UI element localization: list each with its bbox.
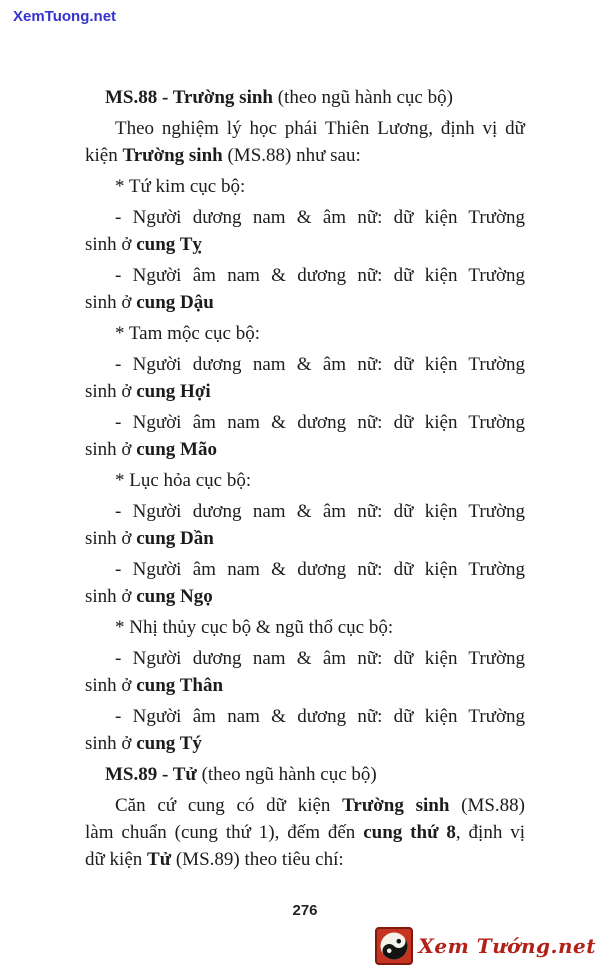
text-block — [85, 556, 525, 610]
text-segment: sinh ở — [85, 381, 137, 402]
text-segment: (MS.88) — [449, 795, 525, 816]
text-line — [85, 231, 525, 258]
text-segment: sinh ở — [85, 234, 137, 255]
text-block — [85, 320, 525, 347]
text-segment: - Người âm nam & dương nữ: dữ kiện Trường — [115, 412, 525, 433]
text-line — [85, 204, 525, 231]
text-block — [85, 467, 525, 494]
text-block — [85, 409, 525, 463]
text-line — [85, 262, 525, 289]
text-line — [85, 819, 525, 846]
text-block — [85, 262, 525, 316]
text-block — [85, 645, 525, 699]
site-link[interactable]: XemTuong.net — [13, 8, 117, 25]
text-segment: MS.89 - Tử — [105, 764, 197, 785]
text-line — [85, 730, 525, 757]
text-segment: sinh ở — [85, 439, 137, 460]
text-segment: cung Hợi — [136, 381, 211, 402]
text-segment: * Nhị thủy cục bộ & ngũ thổ cục bộ: — [115, 617, 394, 638]
text-line — [85, 556, 525, 583]
text-segment: (MS.88) như sau: — [222, 145, 361, 166]
text-line — [85, 583, 525, 610]
text-line — [85, 115, 525, 142]
text-line — [85, 792, 525, 819]
text-line — [85, 378, 525, 405]
text-segment: cung thứ 8 — [363, 822, 456, 843]
text-segment: - Người dương nam & âm nữ: dữ kiện Trường — [115, 501, 525, 522]
text-line — [85, 351, 525, 378]
text-line — [85, 645, 525, 672]
text-line — [85, 467, 525, 494]
text-line — [85, 142, 525, 169]
text-segment: (theo ngũ hành cục bộ) — [272, 87, 453, 108]
text-block — [85, 84, 525, 111]
text-line — [85, 173, 525, 200]
site-logo[interactable] — [375, 927, 596, 965]
text-line — [85, 436, 525, 463]
text-segment: cung Ngọ — [136, 586, 213, 607]
text-block — [85, 351, 525, 405]
text-segment: dữ kiện — [85, 849, 148, 870]
text-segment: - Người dương nam & âm nữ: dữ kiện Trường — [115, 648, 525, 669]
text-line — [85, 614, 525, 641]
text-segment: sinh ở — [85, 292, 137, 313]
text-segment: Theo nghiệm lý học phái Thiên Lương, định vị dữ — [115, 118, 525, 139]
text-segment: * Tam mộc cục bộ: — [115, 323, 261, 344]
text-segment: (theo ngũ hành cục bộ) — [196, 764, 377, 785]
text-segment: Trường sinh — [122, 145, 223, 166]
text-segment: - Người dương nam & âm nữ: dữ kiện Trường — [115, 207, 525, 228]
text-line — [85, 289, 525, 316]
text-block — [85, 614, 525, 641]
text-segment: Tử — [147, 849, 172, 870]
text-segment: sinh ở — [85, 675, 137, 696]
text-block — [85, 703, 525, 757]
heading-line — [85, 84, 525, 111]
text-segment: , định vị — [455, 822, 525, 843]
text-segment: * Tứ kim cục bộ: — [115, 176, 246, 197]
text-segment: kiện — [85, 145, 123, 166]
page-content — [85, 84, 525, 877]
text-block — [85, 173, 525, 200]
text-segment: cung Dậu — [136, 292, 214, 313]
text-block — [85, 498, 525, 552]
text-segment: làm chuẩn (cung thứ 1), đếm đến — [85, 822, 364, 843]
text-line — [85, 320, 525, 347]
text-line — [85, 672, 525, 699]
page-number: 276 — [292, 902, 318, 919]
text-segment: - Người âm nam & dương nữ: dữ kiện Trường — [115, 265, 525, 286]
text-segment: (MS.89) theo tiêu chí: — [171, 849, 344, 870]
yin-yang-icon — [375, 927, 413, 965]
text-segment: cung Dần — [136, 528, 214, 549]
text-line — [85, 409, 525, 436]
text-segment: sinh ở — [85, 733, 137, 754]
text-segment: sinh ở — [85, 528, 137, 549]
text-segment: cung Tý — [136, 733, 202, 754]
text-segment: Trường sinh — [342, 795, 450, 816]
text-segment: Căn cứ cung có dữ kiện — [115, 795, 343, 816]
text-segment: cung Tỵ — [136, 234, 202, 255]
text-block — [85, 204, 525, 258]
text-block — [85, 761, 525, 788]
text-line — [85, 525, 525, 552]
text-segment: cung Mão — [136, 439, 217, 460]
text-segment: cung Thân — [136, 675, 224, 696]
text-segment: MS.88 - Trường sinh — [105, 87, 273, 108]
logo-text: Xem Tướng.net — [418, 934, 596, 958]
text-segment: - Người âm nam & dương nữ: dữ kiện Trường — [115, 559, 525, 580]
text-segment: * Lục hỏa cục bộ: — [115, 470, 252, 491]
text-segment: - Người dương nam & âm nữ: dữ kiện Trường — [115, 354, 525, 375]
text-segment: - Người âm nam & dương nữ: dữ kiện Trường — [115, 706, 525, 727]
heading-line — [85, 761, 525, 788]
text-line — [85, 498, 525, 525]
text-segment: sinh ở — [85, 586, 137, 607]
text-block — [85, 115, 525, 169]
text-block — [85, 792, 525, 873]
text-line — [85, 703, 525, 730]
text-line — [85, 846, 525, 873]
